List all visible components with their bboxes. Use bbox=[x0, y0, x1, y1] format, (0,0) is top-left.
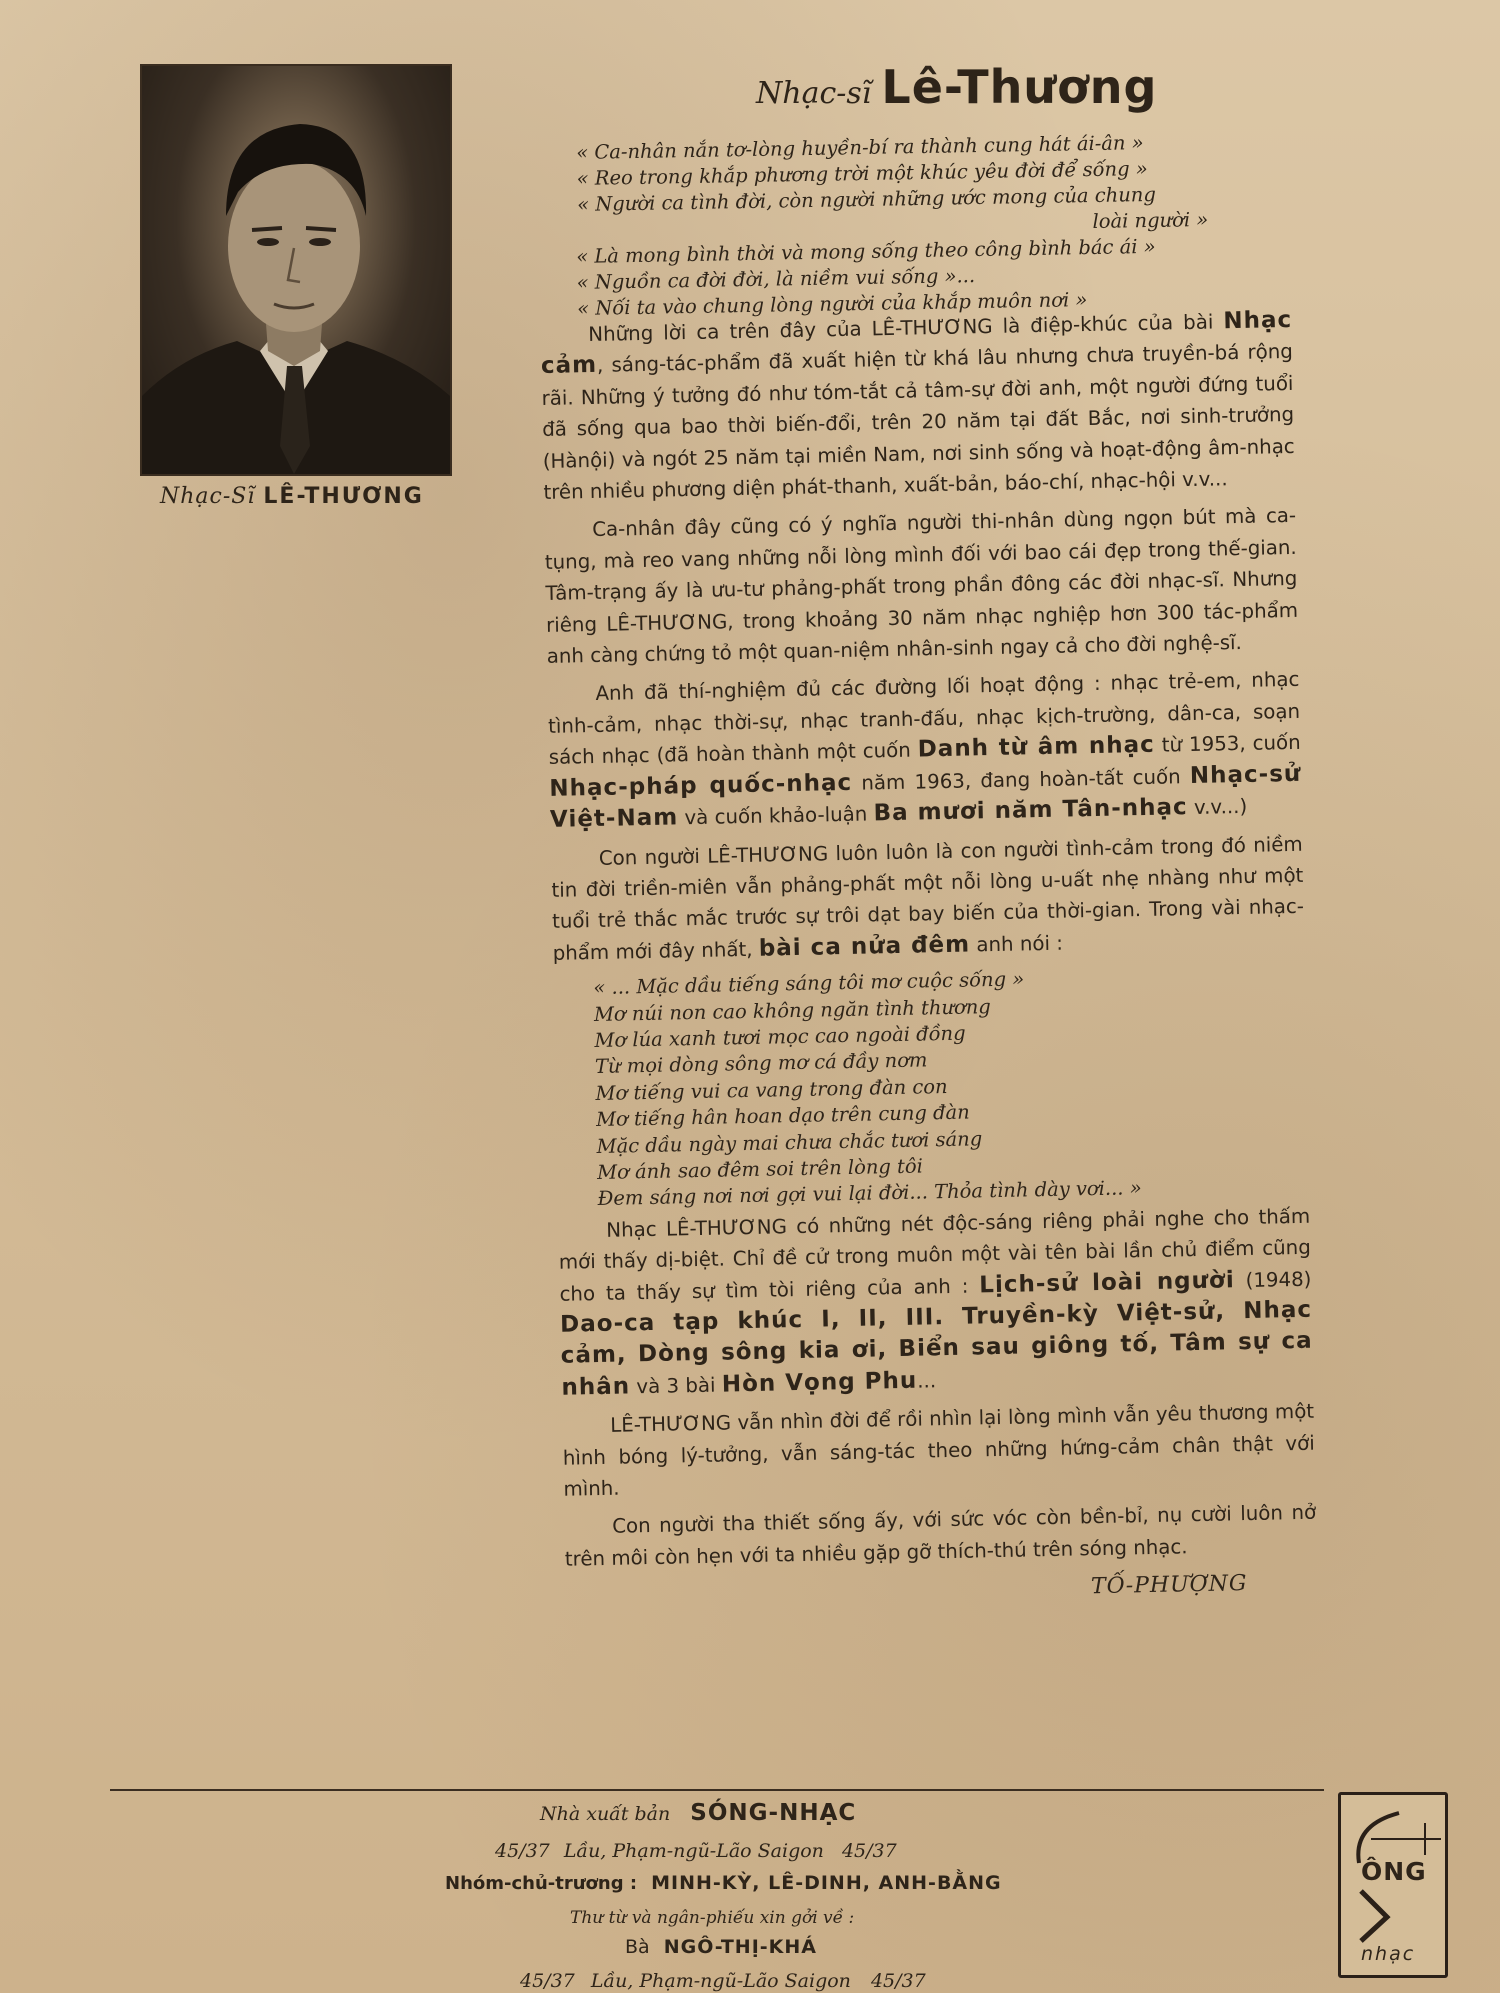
poem-line: Mơ lúa xanh tươi mọc cao ngoài đồng bbox=[594, 1021, 966, 1052]
quote-line: « Reo trong khắp phương trời một khúc yêu đời để sống » bbox=[576, 157, 1148, 190]
book-title: Nhạc-sử Việt-Nam bbox=[549, 760, 1302, 833]
recipient-address: 45/37 Lầu, Phạm-ngũ-Lão Saigon 45/37 bbox=[520, 1970, 926, 1992]
publisher-address: 45/37 Lầu, Phạm-ngũ-Lão Saigon 45/37 bbox=[495, 1840, 897, 1862]
paragraph: Những lời ca trên đây của LÊ-THƯƠNG là điệp-khúc của bài Nhạc cảm, sáng-tác-phẩm đã xuất hiện từ khá lâu nhưng chưa truyền-bá rộng rãi. Những ý tưởng đó như tóm-tắt cả tâm-sự đời anh, một người đứng tuổi đã sống qua bao thời biến-đổi, trên 20 năm tại đất Bắc, nơi sinh-trưởng (Hànội) và ngót 25 năm tại miền Nam, nơi sinh sống và hoạt-động âm-nhạc trên nhiều phương diện phát-thanh, xuất-bản, báo-chí, nhạc-hội v.v... bbox=[540, 306, 1295, 504]
quote-line: « Người ca tình đời, còn người những ước mong của chung bbox=[576, 182, 1157, 216]
author-signature: TỐ-PHƯỢNG bbox=[1090, 1571, 1248, 1600]
poem-line: « ... Mặc dầu tiếng sáng tôi mơ cuộc sống » bbox=[593, 967, 1025, 1000]
song-nhac-logo bbox=[1338, 1792, 1448, 1978]
song-title: Lịch-sử loài người bbox=[979, 1266, 1235, 1298]
recipient-line: Bà NGÔ-THỊ-KHÁ bbox=[625, 1936, 817, 1958]
quote-line: « Là mong bình thời và mong sống theo công bình bác ái » bbox=[576, 234, 1156, 268]
poem-line: Mơ ánh sao đêm soi trên lòng tôi bbox=[596, 1154, 924, 1184]
portrait-image bbox=[142, 66, 450, 474]
publisher-line: Nhà xuất bản SÓNG-NHẠC bbox=[540, 1800, 857, 1826]
portrait-caption bbox=[160, 484, 460, 509]
quote-line: « Nối ta vào chung lòng người của khắp muôn nơi » bbox=[576, 288, 1088, 320]
caption-prefix: Nhạc-Sĩ bbox=[160, 484, 256, 509]
footer-divider bbox=[110, 1789, 1324, 1791]
poem-line: Mơ tiếng vui ca vang trong đàn con bbox=[595, 1074, 948, 1105]
paragraph: Anh đã thí-nghiệm đủ các đường lối hoạt động : nhạc trẻ-em, nhạc tình-cảm, nhạc thời-sự, nhạc tranh-đấu, nhạc kịch-trường, dân-ca, soạn sách nhạc (đã hoàn thành một cuốn Danh từ âm nhạc từ 1953, cuốn Nhạc-pháp quốc-nhạc năm 1963, đang hoàn-tất cuốn Nhạc-sử Việt-Nam và cuốn khảo-luận Ba mươi năm Tân-nhạc v.v...) bbox=[547, 668, 1302, 833]
mail-instruction: Thư từ và ngân-phiếu xin gởi về : bbox=[570, 1908, 855, 1928]
portrait-photo bbox=[140, 64, 452, 476]
paragraph: Ca-nhân đây cũng có ý nghĩa người thi-nhân dùng ngọn bút mà ca-tụng, mà reo vang những nỗi lòng mình đối với bao cái đẹp trong thế-gian. Tâm-trạng ấy là ưu-tư phảng-phất trong phần đông các đời nhạc-sĩ. Nhưng riêng LÊ-THƯƠNG, trong khoảng 30 năm nhạc nghiệp hơn 300 tác-phẩm anh càng chứng tỏ một quan-niệm nhân-sinh ngay cả cho đời nghệ-sĩ. bbox=[544, 504, 1299, 668]
paragraph: LÊ-THƯƠNG vẫn nhìn đời để rồi nhìn lại lòng mình vẫn yêu thương một hình bóng lý-tưởng, vẫn sáng-tác theo những hứng-cảm chân thật với mình. bbox=[562, 1399, 1315, 1501]
paragraph: Con người LÊ-THƯƠNG luôn luôn là con người tình-cảm trong đó niềm tin đời triền-miên vẫn phảng-phất một nỗi lòng u-uất nhẹ nhàng như một tuổi trẻ thắc mắc trước sự trôi dạt bay biến của thời-gian. Trong vài nhạc-phẩm mới đây nhất, bài ca nửa đêm anh nói : bbox=[551, 832, 1305, 965]
poem-line: Đem sáng nơi nơi gợi vui lại đời... Thỏa tình dày vơi... » bbox=[597, 1176, 1142, 1211]
song-title: bài ca nửa đêm bbox=[758, 931, 971, 962]
poem-line: Mơ tiếng hân hoan dạo trên cung đàn bbox=[595, 1100, 970, 1132]
book-title: Danh từ âm nhạc bbox=[917, 732, 1156, 763]
song-title: Dao-ca tạp khúc I, II, III. Truyền-kỳ Việt-sử, Nhạc cảm, Dòng sông kia ơi, Biển sau giông tố, Tâm sự ca nhân bbox=[559, 1296, 1313, 1401]
poem-line: Mặc dầu ngày mai chưa chắc tươi sáng bbox=[596, 1126, 983, 1158]
quote-line: « Ca-nhân nắn tơ-lòng huyền-bí ra thành cung hát ái-ân » bbox=[576, 131, 1144, 164]
publisher-name: SÓNG-NHẠC bbox=[690, 1800, 857, 1826]
title-prefix: Nhạc-sĩ bbox=[756, 76, 872, 111]
caption-name: LÊ-THƯƠNG bbox=[263, 484, 424, 509]
editorial-group: Nhóm-chủ-trương : MINH-KỲ, LÊ-DINH, ANH-BẰNG bbox=[445, 1872, 1002, 1894]
logo-text-bottom: nhạc bbox=[1361, 1943, 1416, 1965]
title-name: Lê-Thương bbox=[881, 60, 1158, 114]
poem-line: Mơ núi non cao không ngăn tình thương bbox=[593, 994, 991, 1026]
poem-excerpt bbox=[593, 961, 1310, 1213]
opening-quotes bbox=[576, 128, 1278, 244]
song-title: Hòn Vọng Phu bbox=[721, 1367, 918, 1398]
article-body bbox=[540, 305, 1318, 1613]
quote-line: loài người » bbox=[1092, 207, 1209, 233]
book-title: Nhạc-pháp quốc-nhạc bbox=[549, 769, 853, 802]
song-title: Nhạc cảm bbox=[540, 306, 1293, 380]
paragraph: Nhạc LÊ-THƯƠNG có những nét độc-sáng riêng phải nghe cho thấm mới thấy dị-biệt. Chỉ đề cử trong muôn một vài tên bài lần chủ điểm cũng cho ta thấy sự tìm tòi riêng của anh : Lịch-sử loài người (1948) Dao-ca tạp khúc I, II, III. Truyền-kỳ Việt-sử, Nhạc cảm, Dòng sông kia ơi, Biển sau giông tố, Tâm sự ca nhân và 3 bài Hòn Vọng Phu... bbox=[558, 1204, 1313, 1401]
logo-text-top: ÔNG bbox=[1361, 1857, 1427, 1886]
page-title bbox=[756, 60, 1316, 114]
book-title: Ba mươi năm Tân-nhạc bbox=[873, 794, 1188, 827]
poem-line: Từ mọi dòng sông mơ cá đầy nơm bbox=[594, 1048, 928, 1079]
paragraph: Con người tha thiết sống ấy, với sức vóc còn bền-bỉ, nụ cười luôn nở trên môi còn hẹn với ta nhiều gặp gỡ thích-thú trên sóng nhạc. bbox=[564, 1501, 1317, 1571]
quote-line: « Nguồn ca đời đời, là niềm vui sống »... bbox=[576, 264, 976, 294]
